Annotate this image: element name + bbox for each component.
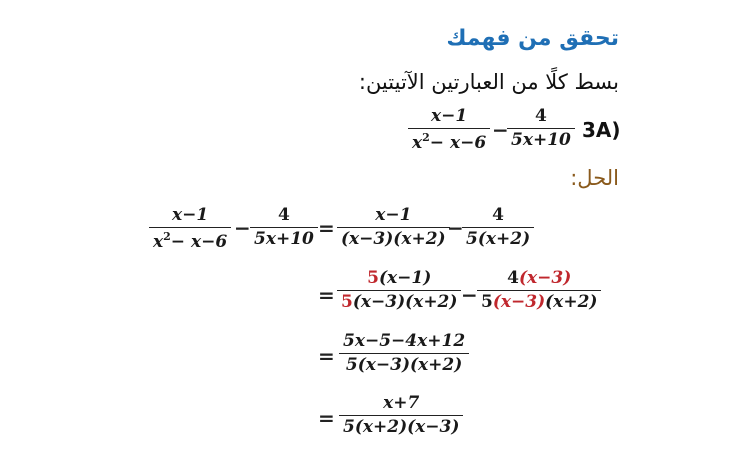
numerator: x−1: [430, 106, 468, 126]
equals-sign: =: [318, 344, 335, 368]
section-heading: تحقق من فهمك: [446, 26, 619, 51]
step2-fraction-1: [337, 270, 461, 311]
denominator: 5x+10: [254, 229, 314, 249]
denominator: 5(x+2): [466, 229, 531, 249]
numerator: 4(x−3): [507, 268, 572, 288]
problem-fraction-1: [408, 108, 490, 152]
step2-fraction-2: [477, 270, 601, 311]
denominator: 5(x+2)(x−3): [343, 417, 460, 437]
instruction-text: بسط كلًا من العبارتين الآتيتين:: [358, 70, 619, 94]
minus-sign: −: [461, 283, 478, 307]
step3-fraction: [339, 333, 469, 374]
minus-sign: −: [234, 216, 251, 240]
step1-fraction-3: [337, 207, 450, 248]
numerator: x−1: [375, 205, 412, 225]
minus-sign: −: [447, 216, 464, 240]
numerator: 4: [492, 205, 504, 225]
denominator: 5(x−3)(x+2): [341, 292, 458, 312]
numerator: 4: [535, 106, 547, 126]
equals-sign: =: [318, 283, 335, 307]
problem-fraction-2: [507, 108, 575, 149]
solution-label: الحل:: [570, 166, 619, 190]
step1-fraction-2: [250, 207, 318, 248]
minus-sign: −: [492, 118, 509, 142]
denominator: $x^2- x-6$: [153, 230, 228, 252]
denominator: 5(x−3)(x+2): [481, 292, 598, 312]
step1-fraction-1: [149, 207, 231, 251]
denominator: 5(x−3)(x+2): [345, 355, 463, 375]
equals-sign: =: [318, 216, 335, 240]
equals-sign: =: [318, 406, 335, 430]
numerator: x−1: [171, 205, 209, 225]
numerator: 5x−5−4x+12: [343, 331, 466, 351]
denominator: (x−3)(x+2): [341, 229, 446, 249]
step4-fraction: [339, 395, 463, 436]
step1-fraction-4: [462, 207, 534, 248]
problem-number: 3A): [582, 118, 621, 142]
numerator: 4: [278, 205, 290, 225]
numerator: x+7: [383, 393, 420, 413]
numerator: 5(x−1): [367, 268, 432, 288]
denominator: 5x+10: [511, 130, 571, 150]
denominator: $x^2- x-6$: [412, 131, 487, 153]
